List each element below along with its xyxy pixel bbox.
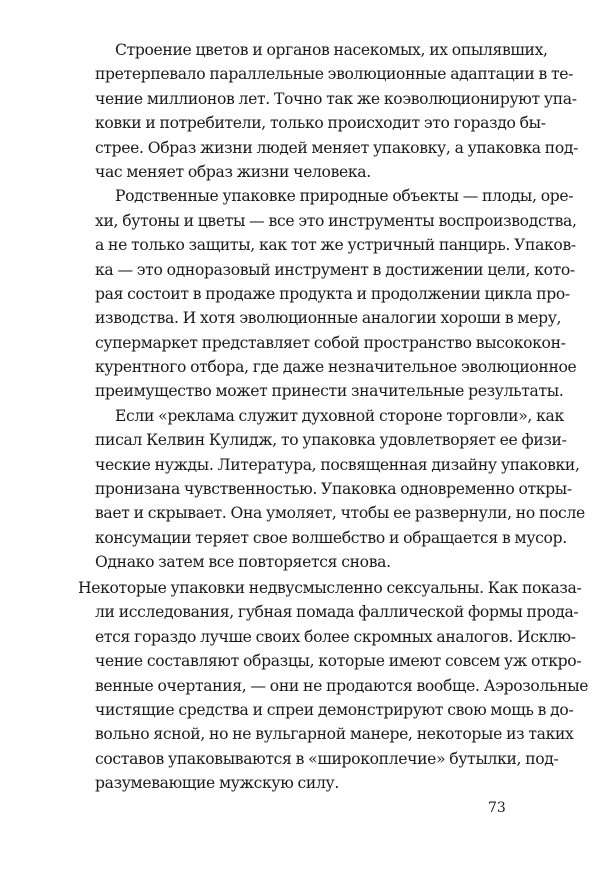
- text-line: Однако затем все повторяется снова.: [95, 553, 391, 572]
- text-line: писал Келвин Кулидж, то упаковка удовлетворяет ее физи-: [95, 431, 567, 450]
- text-line: преимущество может принести значительные результаты.: [95, 382, 564, 401]
- text-line: вает и скрывает. Она умоляет, чтобы ее развернули, но после: [95, 504, 585, 523]
- text-line: составов упаковываются в «широкоплечие» бутылки, под-: [95, 749, 559, 768]
- text-line: рая состоит в продаже продукта и продолжении цикла про-: [95, 284, 570, 303]
- main-text-block: [95, 38, 585, 575]
- text-line: ковки и потребители, только происходит это гораздо бы-: [95, 114, 546, 133]
- text-line: ется гораздо лучше своих более скромных аналогов. Исклю-: [95, 627, 576, 646]
- text-line: венные очертания, — они не продаются вообще. Аэрозольные: [95, 676, 589, 695]
- text-line: ческие нужды. Литература, посвященная дизайну упаковки,: [95, 455, 580, 474]
- paragraph-natural-objects: [95, 184, 577, 404]
- sidebar-text-block: [78, 576, 589, 796]
- text-line: Если «реклама служит духовной стороне торговли», как: [115, 406, 564, 425]
- text-line: разумевающие мужскую силу.: [95, 774, 339, 793]
- text-line: изводства. И хотя эволюционные аналогии хороши в меру,: [95, 309, 562, 328]
- text-line: а не только защиты, как тот же устричный панцирь. Упаков-: [95, 236, 576, 255]
- text-line: ли исследования, губная помада фаллической формы прода-: [95, 603, 579, 622]
- text-line: Родственные упаковке природные объекты — плоды, оре-: [115, 187, 574, 206]
- paragraph-coolidge: [95, 404, 585, 575]
- text-line: ка — это одноразовый инструмент в достижении цели, кото-: [95, 260, 575, 279]
- text-line: чение миллионов лет. Точно так же коэволюционируют упа-: [95, 89, 577, 108]
- text-line: Строение цветов и органов насекомых, их опылявших,: [115, 41, 548, 59]
- text-line: супермаркет представляет собой пространство высококон-: [95, 333, 566, 352]
- text-line: час меняет образ жизни человека.: [95, 162, 371, 181]
- text-line: стрее. Образ жизни людей меняет упаковку, а упаковка под-: [95, 138, 579, 157]
- text-line: пронизана чувственностью. Упаковка одновременно откры-: [95, 480, 572, 499]
- text-line: хи, бутоны и цветы — все это инструменты воспроизводства,: [95, 211, 577, 230]
- text-line: вольно ясной, но не вульгарной манере, некоторые из таких: [95, 725, 574, 744]
- text-line: консумации теряет свое волшебство и обращается в мусор.: [95, 528, 567, 547]
- paragraph-coevolution: [95, 38, 579, 184]
- text-line: чистящие средства и спреи демонстрируют свою мощь в до-: [95, 700, 574, 719]
- text-line: курентного отбора, где даже незначительное эволюционное: [95, 358, 577, 377]
- text-line: претерпевало параллельные эволюционные адаптации в те-: [95, 65, 574, 84]
- paragraph-sexual-packaging: [78, 576, 589, 796]
- page-number: 73: [488, 800, 506, 816]
- text-line: чение составляют образцы, которые имеют совсем уж откро-: [95, 652, 582, 671]
- text-line: Некоторые упаковки недвусмысленно сексуальны. Как показа-: [78, 579, 582, 597]
